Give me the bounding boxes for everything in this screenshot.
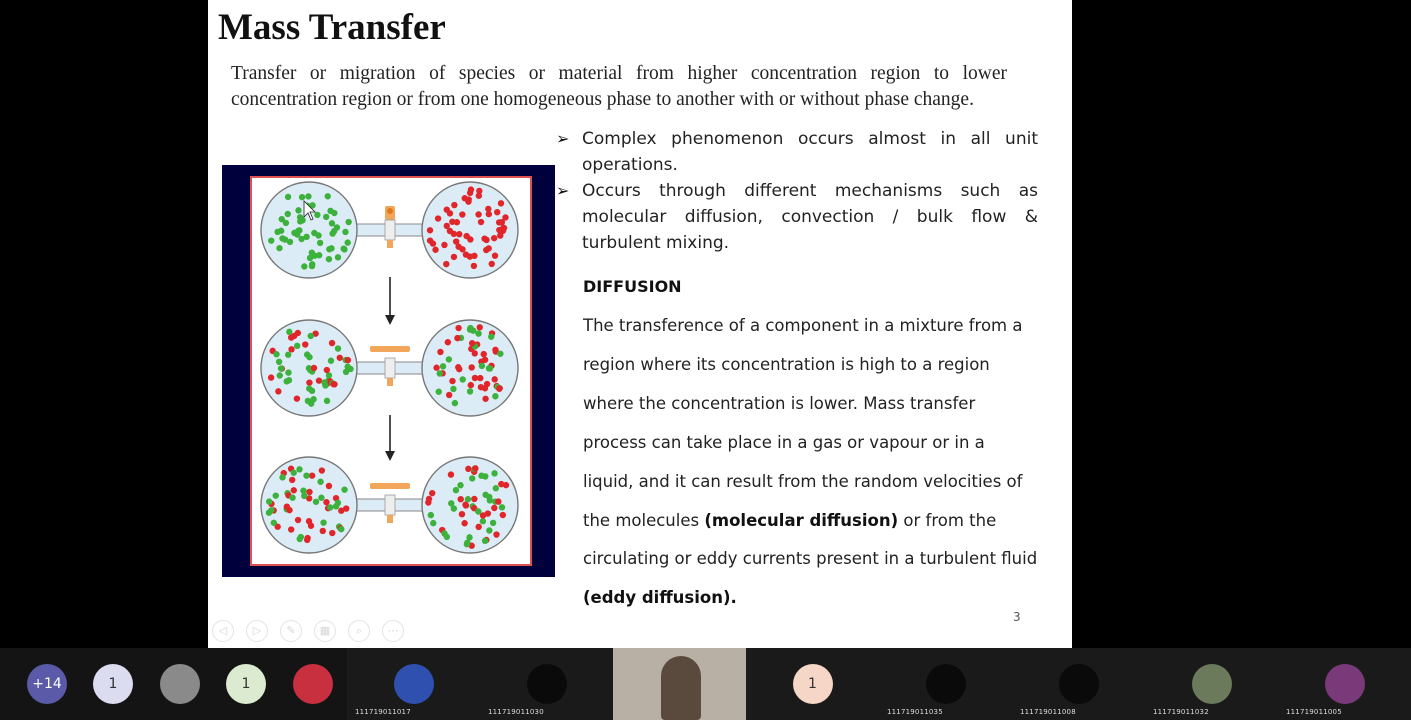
particle <box>444 206 450 212</box>
participant-tile[interactable] <box>879 648 1012 720</box>
avatar-initial: 1 <box>793 664 833 704</box>
particle <box>482 473 488 479</box>
particle <box>306 379 312 385</box>
particle <box>491 505 497 511</box>
avatar-initial[interactable]: 1 <box>93 664 133 704</box>
particle <box>468 186 474 192</box>
particle <box>451 254 457 260</box>
particle <box>486 211 492 217</box>
particle <box>285 369 291 375</box>
particle <box>288 346 294 352</box>
valve-icon <box>370 346 410 352</box>
particle <box>329 340 335 346</box>
valve-icon <box>370 483 410 489</box>
avatar <box>1059 664 1099 704</box>
particle <box>331 210 337 216</box>
particle <box>331 228 337 234</box>
particle <box>461 520 467 526</box>
particle <box>470 327 476 333</box>
particle <box>282 236 288 242</box>
particle <box>337 355 343 361</box>
particle <box>437 349 443 355</box>
particle <box>469 364 475 370</box>
particle <box>277 372 283 378</box>
participant-name: 111719011030 <box>488 708 544 716</box>
particle <box>323 214 329 220</box>
particle <box>278 365 284 371</box>
particle <box>345 219 351 225</box>
particle <box>283 220 289 226</box>
participant-tile[interactable] <box>613 648 746 720</box>
particle <box>455 325 461 331</box>
participant-tile[interactable] <box>1012 648 1145 720</box>
particle <box>443 261 449 267</box>
particle <box>496 386 502 392</box>
particle <box>341 246 347 252</box>
particle <box>306 354 312 360</box>
pen-icon[interactable]: ✎ <box>280 620 302 642</box>
particle <box>310 396 316 402</box>
particle <box>285 352 291 358</box>
particle <box>484 381 490 387</box>
particle <box>452 400 458 406</box>
particle <box>469 475 475 481</box>
particle <box>441 530 447 536</box>
particle <box>480 518 486 524</box>
particle <box>454 335 460 341</box>
particle <box>453 487 459 493</box>
particle <box>325 193 331 199</box>
particle <box>432 247 438 253</box>
particle <box>295 330 301 336</box>
particle <box>475 211 481 217</box>
diffusion-emphasis: (eddy diffusion). <box>583 588 737 608</box>
particle <box>475 330 481 336</box>
particle <box>288 334 294 340</box>
particle <box>437 370 443 376</box>
particle <box>459 246 465 252</box>
particle <box>482 396 488 402</box>
particle <box>309 263 315 269</box>
particle <box>433 365 439 371</box>
particle <box>345 239 351 245</box>
particle <box>313 499 319 505</box>
particle <box>499 219 505 225</box>
particle <box>324 398 330 404</box>
avatar-initial[interactable]: 1 <box>226 664 266 704</box>
particle <box>463 502 469 508</box>
particle <box>306 518 312 524</box>
particle <box>301 263 307 269</box>
particle <box>278 228 284 234</box>
valve-body <box>385 495 395 515</box>
particle <box>471 496 477 502</box>
particle <box>488 334 494 340</box>
particle <box>322 382 328 388</box>
particle <box>326 256 332 262</box>
particle <box>451 231 457 237</box>
particle <box>328 358 334 364</box>
particle <box>286 329 292 335</box>
bullet-list <box>554 126 1038 256</box>
particle <box>471 253 477 259</box>
more-participants-badge[interactable]: +14 <box>27 664 67 704</box>
particle <box>311 365 317 371</box>
particle <box>303 472 309 478</box>
particle <box>483 247 489 253</box>
particle <box>318 495 324 501</box>
intro-paragraph: Transfer or migration of species or material from higher concentration region to lower concentration region or from one homogeneous phase to another with or without phase change. <box>231 63 1007 110</box>
particle <box>320 519 326 525</box>
particle <box>448 471 454 477</box>
avatar <box>527 664 567 704</box>
particle <box>326 483 332 489</box>
particle <box>289 477 295 483</box>
particle <box>430 520 436 526</box>
particle <box>459 211 465 217</box>
particle <box>323 499 329 505</box>
particle <box>465 466 471 472</box>
particle <box>472 350 478 356</box>
particle <box>448 500 454 506</box>
next-icon[interactable]: ▷ <box>246 620 268 642</box>
particle <box>498 481 504 487</box>
particle <box>342 229 348 235</box>
particle <box>456 231 462 237</box>
particle <box>464 541 470 547</box>
diffusion-text: or from the circulating or eddy currents present in a turbulent fluid <box>583 510 1038 569</box>
particle <box>483 237 489 243</box>
particle <box>345 357 351 363</box>
particle <box>283 378 289 384</box>
particle <box>317 240 323 246</box>
valve-body <box>385 220 395 240</box>
particle <box>308 333 314 339</box>
particle <box>304 537 310 543</box>
particle <box>285 194 291 200</box>
participant-name: 111719011008 <box>1020 708 1076 716</box>
slides-icon[interactable]: ▦ <box>314 620 336 642</box>
more-icon[interactable]: ⋯ <box>382 620 404 642</box>
particle <box>291 487 297 493</box>
particle <box>481 351 487 357</box>
particle <box>305 193 311 199</box>
slideshow-toolbar <box>212 620 404 642</box>
presentation-slide <box>208 0 1072 648</box>
particle <box>303 234 309 240</box>
particle <box>276 359 282 365</box>
particle <box>341 486 347 492</box>
particle <box>500 228 506 234</box>
particle <box>465 196 471 202</box>
particle <box>338 526 344 532</box>
particle <box>295 517 301 523</box>
particle <box>480 512 486 518</box>
particle <box>335 345 341 351</box>
avatar[interactable] <box>160 664 200 704</box>
particle <box>275 388 281 394</box>
particle <box>279 474 285 480</box>
particle <box>498 200 504 206</box>
particle <box>494 209 500 215</box>
particle <box>347 366 353 372</box>
particle <box>330 381 336 387</box>
particle <box>435 215 441 221</box>
particle <box>490 520 496 526</box>
particle <box>487 365 493 371</box>
particle <box>309 249 315 255</box>
particle <box>266 498 272 504</box>
bullet-text: Complex phenomenon occurs almost in all unit operations. <box>582 129 1038 175</box>
particle <box>268 237 274 243</box>
particle <box>477 324 483 330</box>
particle <box>468 382 474 388</box>
participant-name: 111719011035 <box>887 708 943 716</box>
avatar <box>394 664 434 704</box>
prev-icon[interactable]: ◁ <box>212 620 234 642</box>
diffusion-paragraph <box>583 307 1038 618</box>
avatar[interactable] <box>293 664 333 704</box>
particle <box>489 261 495 267</box>
diffusion-emphasis: (molecular diffusion) <box>704 510 899 530</box>
particle <box>495 498 501 504</box>
particle <box>309 472 315 478</box>
particle <box>276 245 282 251</box>
particle <box>273 492 279 498</box>
diffusion-heading: DIFFUSION <box>583 277 682 296</box>
participant-tile[interactable] <box>1145 648 1278 720</box>
particle <box>333 503 339 509</box>
particle <box>450 386 456 392</box>
particle <box>449 219 455 225</box>
particle <box>301 493 307 499</box>
participant-tile[interactable] <box>480 648 613 720</box>
particle <box>306 489 312 495</box>
particle <box>449 378 455 384</box>
particle <box>429 490 435 496</box>
particle <box>500 512 506 518</box>
participant-tile[interactable] <box>746 648 879 720</box>
particle <box>482 492 488 498</box>
participant-tile[interactable] <box>1278 648 1411 720</box>
particle <box>457 496 463 502</box>
particle <box>291 470 297 476</box>
particle <box>451 202 457 208</box>
particle <box>492 393 498 399</box>
particle <box>441 242 447 248</box>
particle <box>475 524 481 530</box>
particle <box>479 363 485 369</box>
particle <box>463 251 469 257</box>
particle <box>271 520 277 526</box>
valve-knob <box>387 208 393 214</box>
particle <box>296 466 302 472</box>
particle <box>446 392 452 398</box>
participant-name: 111719011032 <box>1153 708 1209 716</box>
particle <box>459 511 465 517</box>
avatar <box>926 664 966 704</box>
particle <box>315 232 321 238</box>
particle <box>467 388 473 394</box>
particle <box>469 340 475 346</box>
particle <box>319 467 325 473</box>
particle <box>297 218 303 224</box>
bullet-item <box>554 178 1038 256</box>
particle <box>482 357 488 363</box>
slide-title: Mass Transfer <box>218 7 446 48</box>
diffusion-diagram <box>222 165 555 577</box>
particle <box>491 470 497 476</box>
particle <box>427 227 433 233</box>
bullet-text: Occurs through different mechanisms such as molecular diffusion, convection / bulk flow & turbulent mixing. <box>582 181 1038 253</box>
arrow-bullet-icon: ➢ <box>556 181 570 200</box>
particle <box>436 389 442 395</box>
particle <box>329 220 335 226</box>
particle <box>478 219 484 225</box>
particle <box>446 356 452 362</box>
particle <box>298 534 304 540</box>
arrow-bullet-icon: ➢ <box>556 129 570 148</box>
particle <box>426 496 432 502</box>
diffusion-text: The transference of a component in a mixture from a region where its concentration is high to a region where the concentration is lower. Mass transfer process can take place in a gas or vapour or in a liquid, and it can result from the random velocities of the molecules <box>583 316 1023 530</box>
particle <box>493 485 499 491</box>
particle <box>285 211 291 217</box>
particle <box>492 376 498 382</box>
valve-stem <box>387 515 393 523</box>
particle <box>294 343 300 349</box>
valve-stem <box>387 378 393 386</box>
particle <box>286 507 292 513</box>
particle <box>493 531 499 537</box>
particle <box>472 465 478 471</box>
particle <box>302 341 308 347</box>
particle <box>329 530 335 536</box>
particle <box>430 240 436 246</box>
particle <box>440 363 446 369</box>
particle <box>327 504 333 510</box>
particle <box>338 508 344 514</box>
particle <box>320 528 326 534</box>
particle <box>289 495 295 501</box>
participant-strip <box>0 648 1342 720</box>
particle <box>492 253 498 259</box>
particle <box>445 339 451 345</box>
particle <box>328 245 334 251</box>
particle <box>324 367 330 373</box>
particle <box>456 366 462 372</box>
particle <box>497 351 503 357</box>
particle <box>316 377 322 383</box>
participant-tile[interactable] <box>347 648 480 720</box>
particle <box>486 527 492 533</box>
particle <box>460 376 466 382</box>
valve-body <box>385 358 395 378</box>
zoom-icon[interactable]: ⌕ <box>348 620 370 642</box>
particle <box>295 207 301 213</box>
particle <box>478 384 484 390</box>
particle <box>499 504 505 510</box>
participant-name: 111719011017 <box>355 708 411 716</box>
particle <box>317 479 323 485</box>
particle <box>476 193 482 199</box>
particle <box>288 526 294 532</box>
particle <box>268 507 274 513</box>
particle <box>314 212 320 218</box>
particle <box>457 482 463 488</box>
particle <box>465 496 471 502</box>
page-number: 3 <box>1013 610 1021 624</box>
particle <box>471 263 477 269</box>
particle <box>299 194 305 200</box>
particle <box>477 375 483 381</box>
particle <box>467 236 473 242</box>
particle <box>491 235 497 241</box>
avatar <box>1325 664 1365 704</box>
particle <box>335 254 341 260</box>
particle <box>482 538 488 544</box>
particle <box>294 395 300 401</box>
valve-stem <box>387 240 393 248</box>
particle <box>306 385 312 391</box>
bullet-item <box>554 126 1038 178</box>
avatar <box>1192 664 1232 704</box>
particle <box>295 228 301 234</box>
particle <box>428 512 434 518</box>
participant-name: 111719011005 <box>1286 708 1342 716</box>
particle <box>273 351 279 357</box>
particle <box>268 374 274 380</box>
video-feed <box>661 656 701 720</box>
